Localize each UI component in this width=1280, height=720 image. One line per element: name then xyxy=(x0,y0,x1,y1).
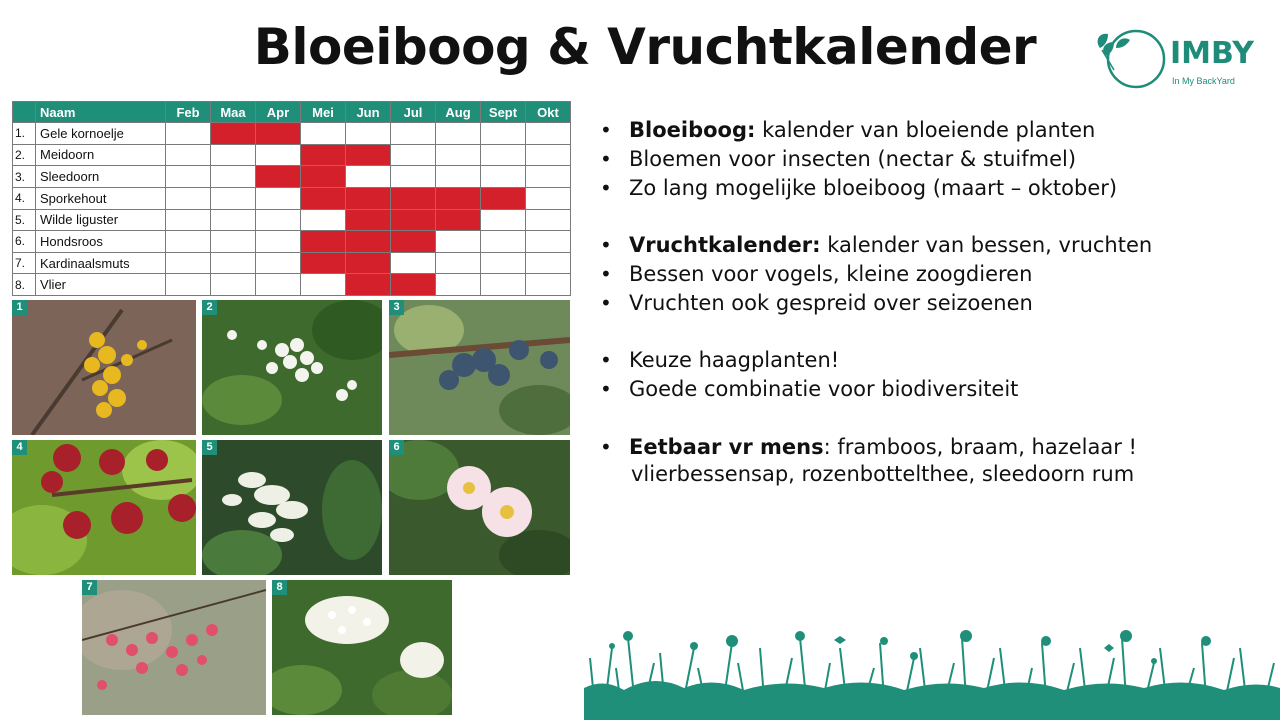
header-month: Maa xyxy=(211,102,256,123)
bloom-cell-active xyxy=(346,187,391,209)
bloom-cell xyxy=(211,231,256,253)
header-month: Jul xyxy=(391,102,436,123)
bloom-cell xyxy=(166,123,211,145)
bloom-cell-active xyxy=(391,187,436,209)
bloom-cell xyxy=(346,166,391,188)
plant-name: Kardinaalsmuts xyxy=(36,252,166,274)
bloom-cell xyxy=(481,209,526,231)
bloom-cell xyxy=(211,274,256,296)
photo-sporkehout xyxy=(12,440,196,575)
row-number: 1. xyxy=(13,123,36,145)
bloom-cell xyxy=(166,209,211,231)
bloom-cell xyxy=(256,231,301,253)
bloom-cell xyxy=(166,144,211,166)
bullet-group-eetbaar xyxy=(598,433,1137,462)
bloom-cell xyxy=(481,166,526,188)
bloom-cell xyxy=(256,209,301,231)
logo-subtitle: In My BackYard xyxy=(1172,76,1235,86)
photo-number: 4 xyxy=(12,440,27,455)
bloom-cell xyxy=(166,231,211,253)
bloom-cell xyxy=(526,123,571,145)
red-berries-photo-icon xyxy=(12,440,196,575)
header-month: Apr xyxy=(256,102,301,123)
header-name: Naam xyxy=(36,102,166,123)
bloom-cell xyxy=(526,274,571,296)
bloom-cell xyxy=(391,123,436,145)
bloom-cell xyxy=(166,187,211,209)
photo-number: 3 xyxy=(389,300,404,315)
bloom-cell xyxy=(526,144,571,166)
photo-number: 2 xyxy=(202,300,217,315)
bullet-item: • Bessen voor vogels, kleine zoogdieren xyxy=(598,260,1152,289)
bloom-cell xyxy=(436,144,481,166)
plant-name: Vlier xyxy=(36,274,166,296)
bloom-cell xyxy=(256,274,301,296)
photo-number: 8 xyxy=(272,580,287,595)
bloom-cell xyxy=(211,144,256,166)
header-month: Mei xyxy=(301,102,346,123)
bloom-cell xyxy=(166,252,211,274)
bloom-cell xyxy=(166,274,211,296)
bloom-cell-active xyxy=(301,252,346,274)
bloom-cell-active xyxy=(391,231,436,253)
header-month: Sept xyxy=(481,102,526,123)
bloom-cell-active xyxy=(301,187,346,209)
bullet-group-bloeiboog xyxy=(598,116,1117,203)
row-number: 5. xyxy=(13,209,36,231)
bloom-cell-active xyxy=(346,274,391,296)
pink-fruit-photo-icon xyxy=(82,580,266,715)
plant-name: Sporkehout xyxy=(36,187,166,209)
photo-number: 6 xyxy=(389,440,404,455)
row-number: 2. xyxy=(13,144,36,166)
bloom-cell-active xyxy=(256,166,301,188)
calendar-row xyxy=(13,252,571,274)
logo-text: IMBY xyxy=(1170,36,1254,71)
photo-number: 7 xyxy=(82,580,97,595)
photo-meidoorn xyxy=(202,300,382,435)
bloom-cell xyxy=(526,187,571,209)
header-month: Jun xyxy=(346,102,391,123)
bloom-cell-active xyxy=(346,231,391,253)
calendar-header-row xyxy=(13,102,571,123)
bloom-cell xyxy=(391,144,436,166)
header-number xyxy=(13,102,36,123)
bullet-item: • Bloemen voor insecten (nectar & stuifmel) xyxy=(598,145,1117,174)
bloom-cell-active xyxy=(391,209,436,231)
page-title: Bloeiboog & Vruchtkalender xyxy=(253,18,1037,76)
bullet-item: • Vruchten ook gespreid over seizoenen xyxy=(598,289,1152,318)
wild-rose-photo-icon xyxy=(389,440,570,575)
elder-flower-photo-icon xyxy=(272,580,452,715)
bloom-cell xyxy=(526,252,571,274)
bloom-cell xyxy=(436,123,481,145)
bloom-cell xyxy=(256,252,301,274)
photo-sleedoorn xyxy=(389,300,570,435)
bloom-cell xyxy=(436,166,481,188)
bloom-cell xyxy=(526,209,571,231)
bloom-cell-active xyxy=(301,231,346,253)
row-number: 8. xyxy=(13,274,36,296)
bloom-cell xyxy=(526,166,571,188)
yellow-flowers-photo-icon xyxy=(12,300,196,435)
bloom-cell xyxy=(436,231,481,253)
white-cluster-photo-icon xyxy=(202,440,382,575)
calendar-body xyxy=(13,123,571,296)
bullet-group-haagplanten xyxy=(598,346,1018,404)
bloom-cell xyxy=(526,231,571,253)
bloom-cell xyxy=(256,144,301,166)
imby-logo xyxy=(1090,26,1260,92)
bloom-cell xyxy=(256,187,301,209)
bloom-cell xyxy=(346,123,391,145)
photo-kardinaalsmuts xyxy=(82,580,266,715)
bloom-cell xyxy=(481,274,526,296)
blue-berries-photo-icon xyxy=(389,300,570,435)
calendar-row xyxy=(13,231,571,253)
bloom-cell xyxy=(301,209,346,231)
bloom-cell-active xyxy=(346,252,391,274)
header-month: Feb xyxy=(166,102,211,123)
calendar-row xyxy=(13,144,571,166)
photo-hondsroos xyxy=(389,440,570,575)
bloom-cell-active xyxy=(211,123,256,145)
calendar-row xyxy=(13,209,571,231)
bullet-item: • Vruchtkalender: kalender van bessen, vruchten xyxy=(598,231,1152,260)
plant-name: Hondsroos xyxy=(36,231,166,253)
bloom-cell xyxy=(391,166,436,188)
bloom-cell xyxy=(481,252,526,274)
bloom-cell xyxy=(391,252,436,274)
bloom-cell-active xyxy=(346,144,391,166)
bloom-cell xyxy=(211,187,256,209)
bullet-item: • Keuze haagplanten! xyxy=(598,346,1018,375)
bloom-cell-active xyxy=(391,274,436,296)
bloom-cell xyxy=(211,252,256,274)
bloom-cell-active xyxy=(481,187,526,209)
header-month: Aug xyxy=(436,102,481,123)
bloom-cell-active xyxy=(301,166,346,188)
plant-name: Sleedoorn xyxy=(36,166,166,188)
row-number: 4. xyxy=(13,187,36,209)
bloom-cell xyxy=(301,123,346,145)
bloom-cell-active xyxy=(436,209,481,231)
bullet-item: • Zo lang mogelijke bloeiboog (maart – oktober) xyxy=(598,174,1117,203)
bloom-cell-active xyxy=(436,187,481,209)
bloom-cell xyxy=(481,144,526,166)
bloom-cell-active xyxy=(346,209,391,231)
photo-gele-kornoelje xyxy=(12,300,196,435)
plant-name: Gele kornoelje xyxy=(36,123,166,145)
plant-name: Wilde liguster xyxy=(36,209,166,231)
photo-wilde-liguster xyxy=(202,440,382,575)
white-blossom-photo-icon xyxy=(202,300,382,435)
calendar-row xyxy=(13,166,571,188)
bloom-calendar-table xyxy=(12,101,571,296)
bloom-cell xyxy=(211,166,256,188)
plant-name: Meidoorn xyxy=(36,144,166,166)
photo-number: 1 xyxy=(12,300,27,315)
calendar-row xyxy=(13,274,571,296)
row-number: 6. xyxy=(13,231,36,253)
bloom-cell-active xyxy=(301,144,346,166)
bloom-cell xyxy=(301,274,346,296)
header-month: Okt xyxy=(526,102,571,123)
photo-vlier xyxy=(272,580,452,715)
row-number: 3. xyxy=(13,166,36,188)
bloom-cell-active xyxy=(256,123,301,145)
bullet-group-vruchtkalender xyxy=(598,231,1152,318)
bloom-cell xyxy=(211,209,256,231)
bullet-continuation: vlierbessensap, rozenbottelthee, sleedoorn rum xyxy=(631,462,1135,486)
bloom-cell xyxy=(481,123,526,145)
bullet-item: • Goede combinatie voor biodiversiteit xyxy=(598,375,1018,404)
bloom-cell xyxy=(481,231,526,253)
row-number: 7. xyxy=(13,252,36,274)
calendar-row xyxy=(13,123,571,145)
calendar-row xyxy=(13,187,571,209)
photo-number: 5 xyxy=(202,440,217,455)
bullet-item: • Eetbaar vr mens: framboos, braam, hazelaar ! xyxy=(598,433,1137,462)
bullet-item: • Bloeiboog: kalender van bloeiende planten xyxy=(598,116,1117,145)
grass-meadow-icon xyxy=(584,618,1280,720)
bloom-cell xyxy=(436,274,481,296)
bloom-cell xyxy=(436,252,481,274)
bloom-cell xyxy=(166,166,211,188)
